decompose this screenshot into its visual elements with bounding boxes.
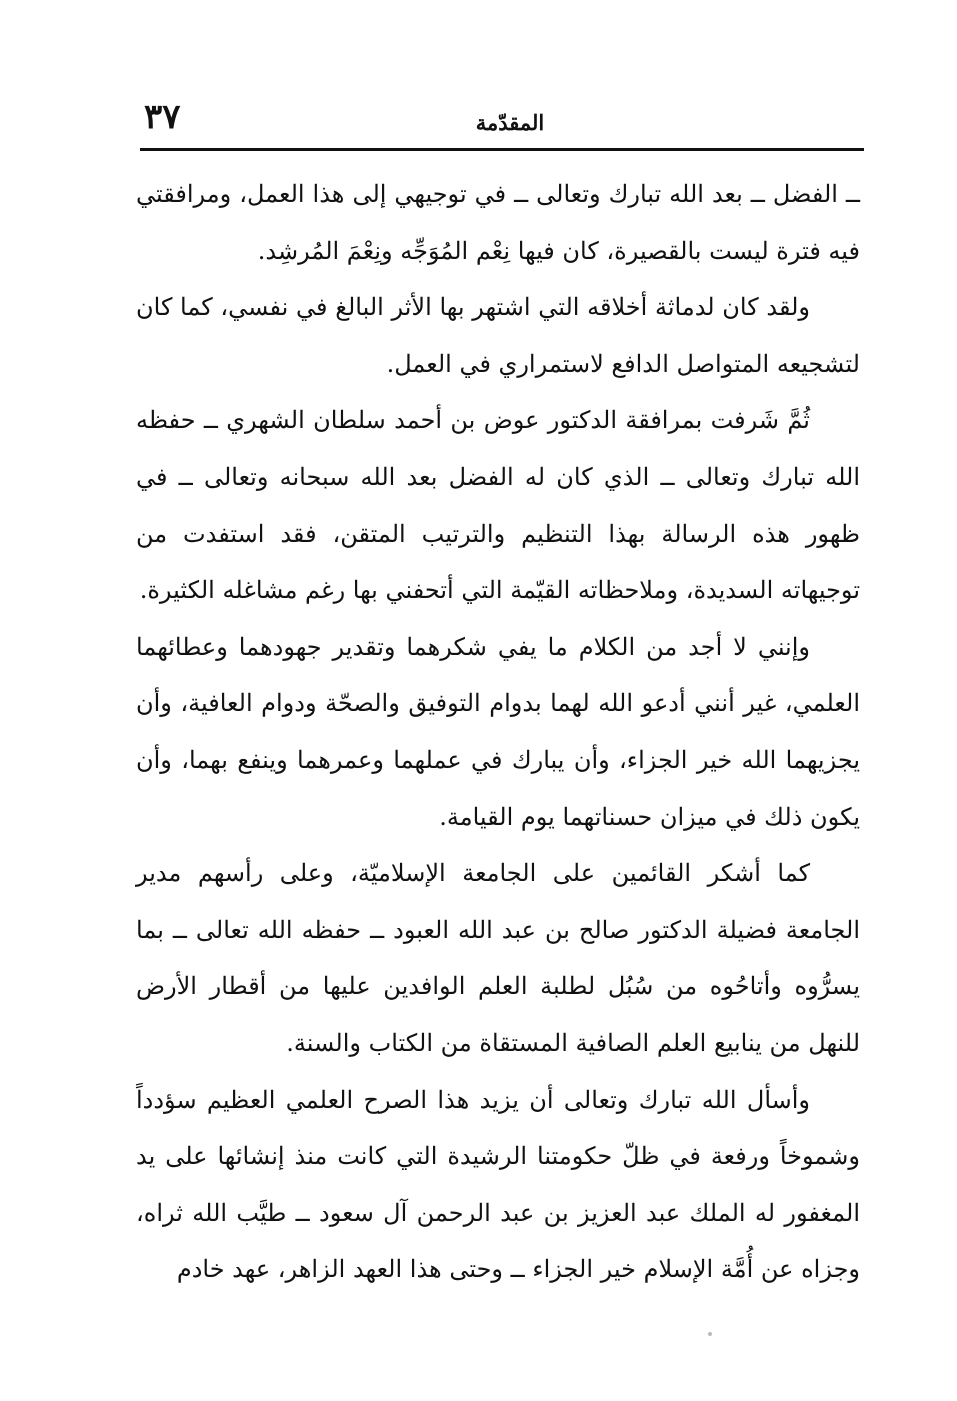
page-body: [136, 166, 860, 1298]
paragraph-6: وأسأل الله تبارك وتعالى أن يزيد هذا الصرح العلمي العظيم سؤدداً وشموخاً ورفعة في ظلّ حكومتنا الرشيدة التي كانت منذ إنشائها على يد المغفور له الملك عبد العزيز بن عبد الرحمن آل سعود ــ طيَّب الله ثراه، وجزاه عن أُمَّة الإسلام خير الجزاء ــ وحتى هذا العهد الزاهر، عهد خادم: [136, 1085, 860, 1284]
page-number: ٣٧: [144, 97, 181, 137]
paragraph-5: كما أشكر القائمين على الجامعة الإسلاميّة، وعلى رأسهم مدير الجامعة فضيلة الدكتور صالح بن عبد الله العبود ــ حفظه الله تعالى ــ بما يسرُّوه وأتاحُوه من سُبُل لطلبة العلم الوافدين عليها من أقطار الأرض للنهل من ينابيع العلم الصافية المستقاة من الكتاب والسنة.: [136, 859, 860, 1057]
paragraph-2: ولقد كان لدماثة أخلاقه التي اشتهر بها الأثر البالغ في نفسي، كما كان لتشجيعه المتواصل الدافع لاستمراري في العمل.: [136, 293, 860, 378]
paragraph-1: ــ الفضل ــ بعد الله تبارك وتعالى ــ في توجيهي إلى هذا العمل، ومرافقتي فيه فترة ليست بالقصيرة، كان فيها نِعْم المُوَجِّه ونِعْمَ المُرشِد.: [136, 180, 860, 265]
running-title: المقدّمة: [475, 110, 545, 135]
paragraph-4: وإنني لا أجد من الكلام ما يفي شكرهما وتقدير جهودهما وعطائهما العلمي، غير أنني أدعو الله لهما بدوام التوفيق والصحّة ودوام العافية، وأن يجزيهما الله خير الجزاء، وأن يبارك في عملهما وعمرهما وينفع بهما، وأن يكون ذلك في ميزان حسناتهما يوم القيامة.: [136, 632, 861, 831]
header-rule: [140, 148, 864, 151]
scan-speck: [708, 1332, 712, 1336]
page-header: [140, 92, 864, 150]
paragraph-3: ثُمَّ شَرفت بمرافقة الدكتور عوض بن أحمد سلطان الشهري ــ حفظه الله تبارك وتعالى ــ الذي كان له الفضل بعد الله سبحانه وتعالى ــ في ظهور هذه الرسالة بهذا التنظيم والترتيب المتقن، فقد استفدت من توجيهاته السديدة، وملاحظاته القيّمة التي أتحفني بها رغم مشاغله الكثيرة.: [136, 406, 860, 605]
